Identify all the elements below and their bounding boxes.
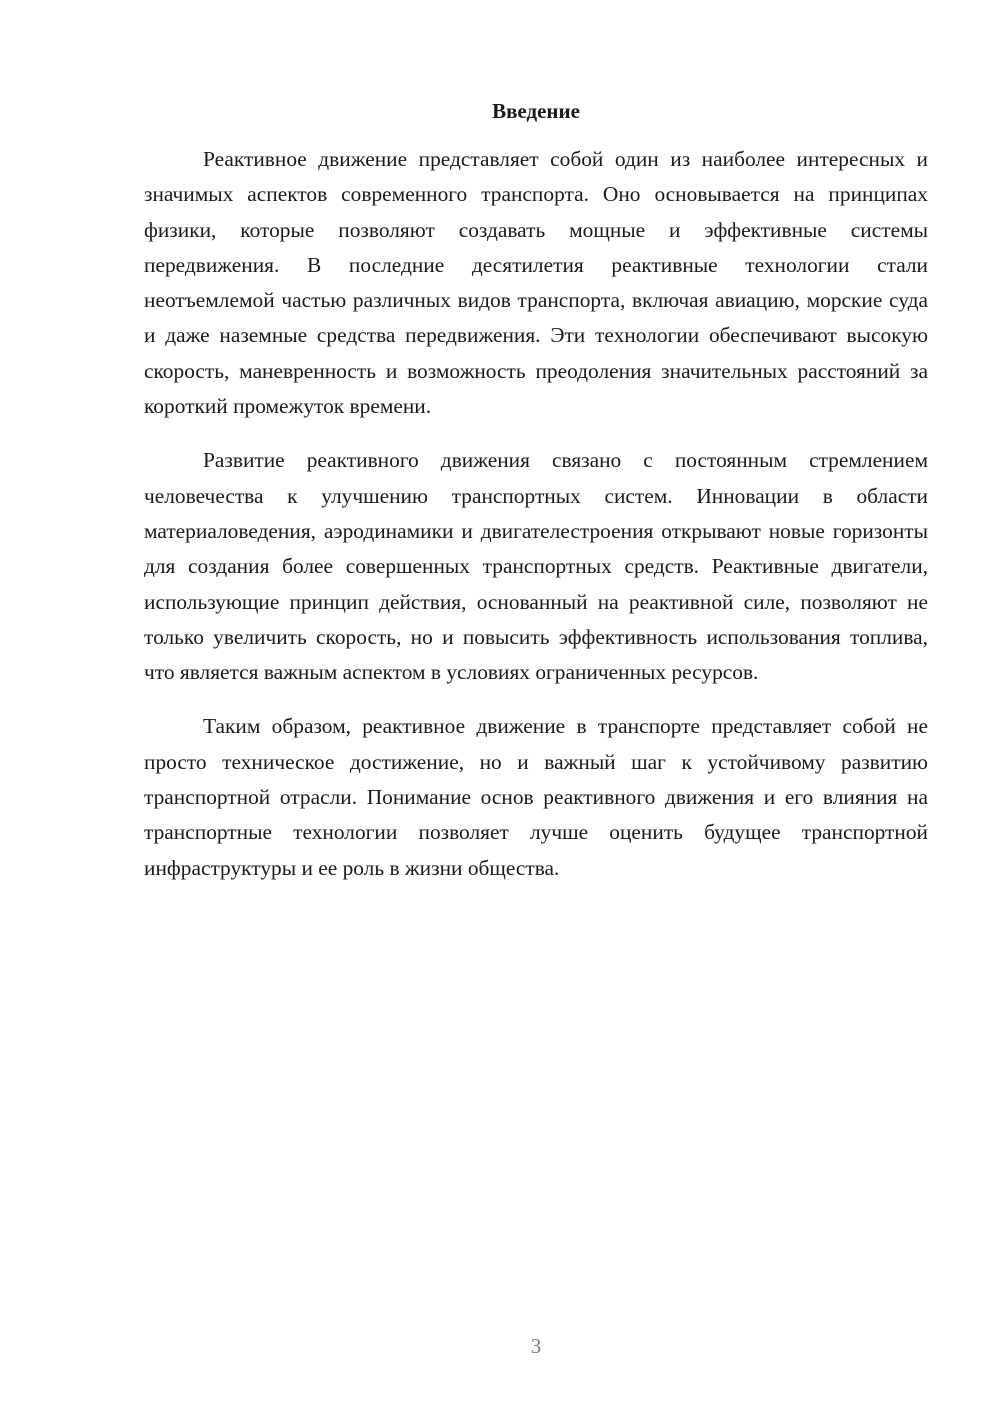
page-title: Введение xyxy=(492,99,580,123)
paragraph-3: Таким образом, реактивное движение в транспорте представляет собой не просто техническое достижение, но и важный шаг к устойчивому развитию транспортной отрасли. Понимание основ реактивного движения и его влияния на транспортные технологии позволяет лучше оценить будущее транспортной инфраструктуры и ее роль в жизни общества. xyxy=(144,714,928,880)
body-text xyxy=(144,142,928,905)
paragraph-2: Развитие реактивного движения связано с постоянным стремлением человечества к улучшению транспортных систем. Инновации в области материаловедения, аэродинамики и двигателестроения открывают новые горизонты для создания более совершенных транспортных средств. Реактивные двигатели, использующие принцип действия, основанный на реактивной силе, позволяют не только увеличить скорость, но и повысить эффективность использования топлива, что является важным аспектом в условиях ограниченных ресурсов. xyxy=(144,448,928,685)
paragraph-1: Реактивное движение представляет собой один из наиболее интересных и значимых аспектов современного транспорта. Оно основывается на принципах физики, которые позволяют создавать мощные и эффективные системы передвижения. В последние десятилетия реактивные технологии стали неотъемлемой частью различных видов транспорта, включая авиацию, морские суда и даже наземные средства передвижения. Эти технологии обеспечивают высокую скорость, маневренность и возможность преодоления значительных расстояний за короткий промежуток времени. xyxy=(144,147,928,419)
page-number: 3 xyxy=(530,1334,542,1358)
